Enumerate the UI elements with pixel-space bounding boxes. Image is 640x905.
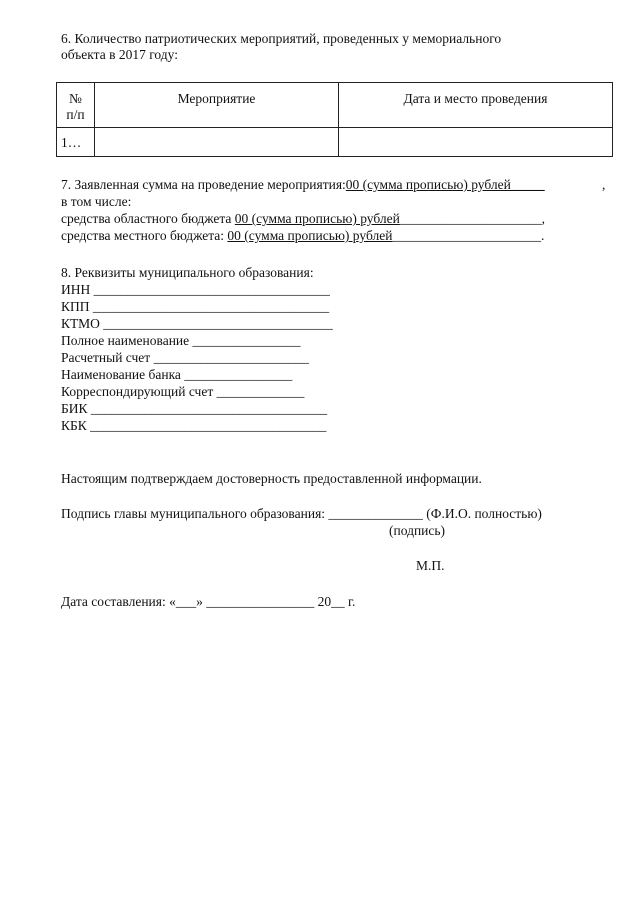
section-7-line-2: в том числе:: [61, 194, 132, 209]
declared-sum-amount[interactable]: 00 (сумма прописью) рублей_____: [345, 177, 545, 192]
field-kbk[interactable]: КБК ___________________________________: [61, 418, 327, 433]
stamp-placeholder: М.П.: [416, 558, 445, 573]
field-correspondent-account[interactable]: Корреспондирующий счет _____________: [61, 384, 305, 399]
table-cell[interactable]: [95, 128, 339, 157]
regional-budget-blank[interactable]: _____________________: [399, 211, 542, 226]
regional-budget-label: средства областного бюджета: [61, 211, 235, 226]
regional-budget-amount[interactable]: 00 (сумма прописью) рублей: [234, 211, 400, 226]
field-settlement-account[interactable]: Расчетный счет _______________________: [61, 350, 309, 365]
table-row: [57, 128, 613, 157]
header-cell-number: [57, 83, 95, 128]
local-budget-amount[interactable]: 00 (сумма прописью) рублей: [227, 228, 393, 243]
field-bank-name[interactable]: Наименование банка ________________: [61, 367, 293, 382]
section-6-line-2: объекта в 2017 году:: [61, 47, 178, 62]
local-budget-label: средства местного бюджета:: [61, 228, 228, 243]
section-7-line-1: [61, 177, 545, 193]
section-6-line-1: 6. Количество патриотических мероприятий, проведенных у мемориального: [61, 31, 502, 46]
field-full-name[interactable]: Полное наименование ________________: [61, 333, 301, 348]
date-line[interactable]: Дата составления: «___» ________________ 20__ г.: [61, 594, 356, 609]
field-kpp[interactable]: КПП ___________________________________: [61, 299, 330, 314]
table-cell[interactable]: [339, 128, 613, 157]
declared-sum-label: 7. Заявленная сумма на проведение мероприятия:: [61, 177, 346, 192]
table-cell[interactable]: 1…: [57, 128, 95, 157]
header-number-line-1: №: [69, 91, 82, 106]
local-budget-blank[interactable]: ______________________: [392, 228, 541, 243]
events-table: [56, 82, 613, 157]
signature-line[interactable]: Подпись главы муниципального образования: ______________ (Ф.И.О. полностью): [61, 506, 542, 521]
section-7-line-1-comma: ,: [602, 177, 606, 192]
section-7-line-3: [61, 211, 545, 227]
header-number-line-2: п/п: [66, 107, 85, 122]
header-cell-event: Мероприятие: [95, 83, 339, 128]
header-cell-date-place: Дата и место проведения: [339, 83, 613, 128]
local-budget-period: .: [540, 228, 545, 243]
section-7-line-4: [61, 228, 544, 244]
section-8-title: 8. Реквизиты муниципального образования:: [61, 265, 314, 280]
field-ktmo[interactable]: КТМО __________________________________: [61, 316, 333, 331]
field-bik[interactable]: БИК ___________________________________: [61, 401, 328, 416]
field-inn[interactable]: ИНН ___________________________________: [61, 282, 330, 297]
signature-caption: (подпись): [389, 523, 446, 538]
table-header-row: [57, 83, 613, 128]
regional-budget-comma: ,: [541, 211, 545, 226]
confirmation-text: Настоящим подтверждаем достоверность предоставленной информации.: [61, 471, 482, 486]
